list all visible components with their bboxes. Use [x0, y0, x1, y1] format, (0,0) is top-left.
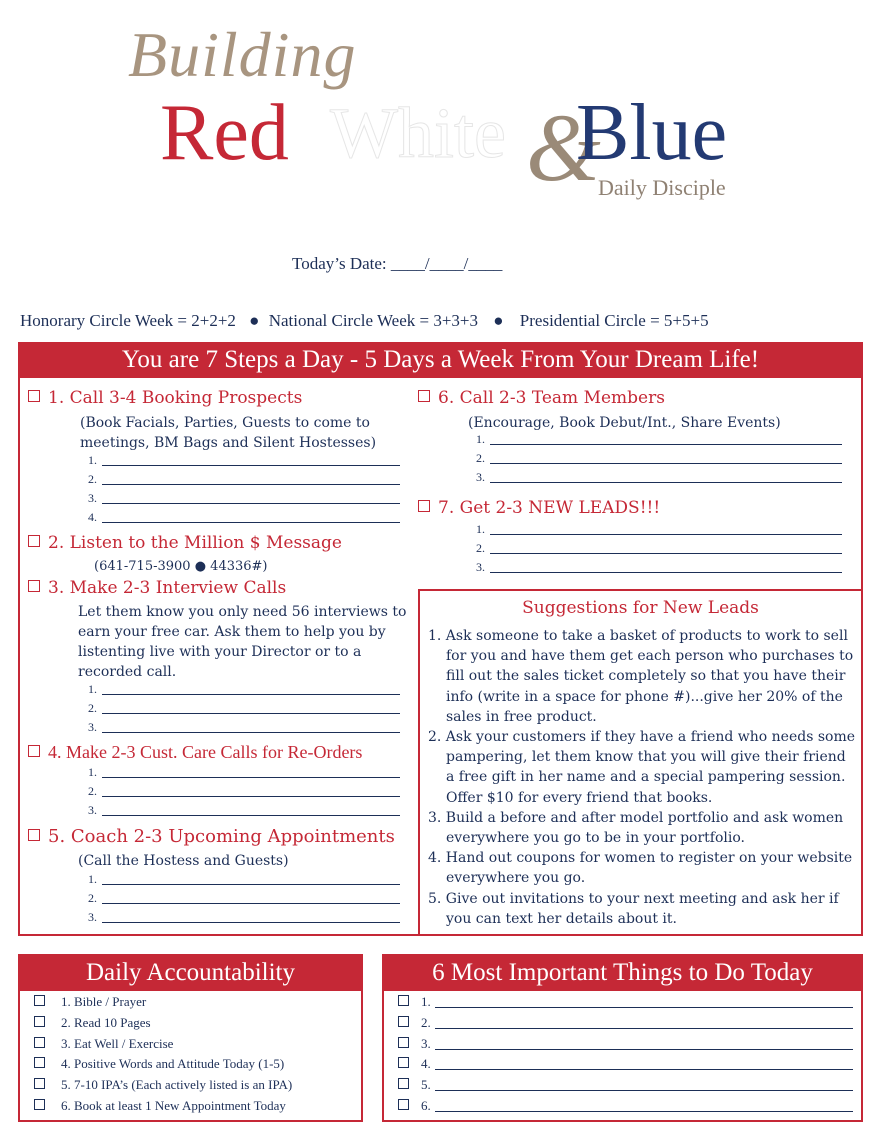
suggestion-item: 1. Ask someone to take a basket of products to work to sell for you and have them get each person who purchases to fill out the sales ticket completely so that you have their info (write in a space for phone #)...give her 20% of the sales in free product.	[428, 628, 854, 725]
logo-building-text: Building	[128, 19, 357, 90]
todo-item[interactable]: 6.	[398, 1098, 853, 1119]
step-5-line-2[interactable]: 2.	[88, 891, 400, 910]
checkbox-icon[interactable]	[34, 995, 45, 1006]
todo-title: 6 Most Important Things to Do Today	[382, 954, 863, 991]
checkbox-icon[interactable]	[28, 535, 40, 547]
step-4-title[interactable]: 4. Make 2-3 Cust. Care Calls for Re-Orders	[28, 742, 362, 763]
step-5-lines	[88, 872, 400, 929]
checkbox-icon[interactable]	[398, 1057, 409, 1068]
step-4-line-3[interactable]: 3.	[88, 803, 400, 822]
todo-item[interactable]: 5.	[398, 1077, 853, 1098]
bullet-icon: ●	[249, 311, 260, 330]
checkbox-icon[interactable]	[28, 745, 40, 757]
checkbox-icon[interactable]	[34, 1037, 45, 1048]
step-4-line-2[interactable]: 2.	[88, 784, 400, 803]
step-2-title[interactable]: 2. Listen to the Million $ Message	[28, 533, 342, 553]
accountability-item[interactable]: 4. Positive Words and Attitude Today (1-5)	[34, 1056, 292, 1077]
step-6-lines	[476, 432, 842, 489]
step-5-line-1[interactable]: 1.	[88, 872, 400, 891]
logo-white-text: White	[330, 93, 506, 173]
todays-date-field[interactable]: Today’s Date: ____/____/____	[292, 254, 503, 273]
step-3-line-3[interactable]: 3.	[88, 720, 400, 739]
logo-blue-text: Blue	[576, 89, 728, 177]
step-4-line-1[interactable]: 1.	[88, 765, 400, 784]
checkbox-icon[interactable]	[418, 500, 430, 512]
checkbox-icon[interactable]	[34, 1016, 45, 1027]
accountability-item[interactable]: 1. Bible / Prayer	[34, 994, 292, 1015]
todo-list	[398, 994, 853, 1119]
step-1-title[interactable]: 1. Call 3-4 Booking Prospects	[28, 388, 302, 408]
step-6-line-1[interactable]: 1.	[476, 432, 842, 451]
step-1-subtext: (Book Facials, Parties, Guests to come to meetings, BM Bags and Silent Hostesses)	[80, 415, 377, 451]
todo-item[interactable]: 1.	[398, 994, 853, 1015]
accountability-list	[34, 994, 292, 1119]
suggestions-title: Suggestions for New Leads	[522, 598, 759, 618]
step-1-line-1[interactable]: 1.	[88, 453, 400, 472]
bullet-icon: ●	[493, 311, 504, 330]
suggestion-item: 3. Build a before and after model portfolio and ask women everywhere you go to be in your portfolio.	[428, 809, 844, 847]
step-6-subtext: (Encourage, Book Debut/Int., Share Events)	[468, 415, 781, 431]
step-3-title[interactable]: 3. Make 2-3 Interview Calls	[28, 578, 286, 598]
accountability-item[interactable]: 6. Book at least 1 New Appointment Today	[34, 1098, 292, 1119]
step-7-line-3[interactable]: 3.	[476, 560, 842, 579]
checkbox-icon[interactable]	[34, 1057, 45, 1068]
step-6-line-2[interactable]: 2.	[476, 451, 842, 470]
step-3-line-2[interactable]: 2.	[88, 701, 400, 720]
logo-ampersand: &	[526, 94, 601, 201]
step-6-title[interactable]: 6. Call 2-3 Team Members	[418, 388, 665, 408]
accountability-item[interactable]: 3. Eat Well / Exercise	[34, 1036, 292, 1057]
checkbox-icon[interactable]	[398, 1078, 409, 1089]
step-2-phone: (641-715-3900 ● 44336#)	[94, 559, 268, 574]
checkbox-icon[interactable]	[28, 390, 40, 402]
step-1-line-2[interactable]: 2.	[88, 472, 400, 491]
step-1-lines	[88, 453, 400, 529]
accountability-title: Daily Accountability	[18, 954, 363, 991]
national-circle: National Circle Week = 3+3+3	[268, 311, 479, 330]
honorary-circle: Honorary Circle Week = 2+2+2	[20, 311, 236, 330]
checkbox-icon[interactable]	[398, 1016, 409, 1027]
checkbox-icon[interactable]	[398, 1037, 409, 1048]
step-5-line-3[interactable]: 3.	[88, 910, 400, 929]
suggestion-item: 4. Hand out coupons for women to register on your website everywhere you go.	[428, 850, 853, 887]
suggestions-list	[428, 626, 856, 929]
step-1-line-4[interactable]: 4.	[88, 510, 400, 529]
step-6-line-3[interactable]: 3.	[476, 470, 842, 489]
checkbox-icon[interactable]	[28, 580, 40, 592]
checkbox-icon[interactable]	[398, 995, 409, 1006]
step-3-subtext: Let them know you only need 56 interviews to earn your free car. Ask them to help you by listenting live with your Director or to a recorded call.	[78, 604, 407, 680]
todo-item[interactable]: 2.	[398, 1015, 853, 1036]
logo-red-text: Red	[160, 89, 289, 177]
accountability-item[interactable]: 5. 7-10 IPA’s (Each actively listed is an IPA)	[34, 1077, 292, 1098]
step-3-line-1[interactable]: 1.	[88, 682, 400, 701]
checkbox-icon[interactable]	[418, 390, 430, 402]
accountability-item[interactable]: 2. Read 10 Pages	[34, 1015, 292, 1036]
step-1-line-3[interactable]: 3.	[88, 491, 400, 510]
suggestion-item: 2. Ask your customers if they have a friend who needs some pampering, let them know that you will give their friend a free gift in her name and a special pampering session. Offer $10 for every friend that books.	[428, 729, 856, 806]
checkbox-icon[interactable]	[28, 829, 40, 841]
suggestion-item: 5. Give out invitations to your next meeting and ask her if you can text her details about it.	[428, 890, 839, 927]
step-7-line-2[interactable]: 2.	[476, 541, 842, 560]
step-5-title[interactable]: 5. Coach 2-3 Upcoming Appointments	[28, 826, 395, 847]
presidential-circle: Presidential Circle = 5+5+5	[519, 311, 709, 330]
circle-weeks-line	[20, 311, 709, 331]
checkbox-icon[interactable]	[34, 1099, 45, 1110]
todo-item[interactable]: 3.	[398, 1036, 853, 1057]
todo-item[interactable]: 4.	[398, 1056, 853, 1077]
step-7-line-1[interactable]: 1.	[476, 522, 842, 541]
step-4-lines	[88, 765, 400, 822]
checkbox-icon[interactable]	[34, 1078, 45, 1089]
seven-steps-header: You are 7 Steps a Day - 5 Days a Week From Your Dream Life!	[18, 342, 863, 378]
step-7-title[interactable]: 7. Get 2-3 NEW LEADS!!!	[418, 498, 660, 518]
step-5-subtext: (Call the Hostess and Guests)	[78, 853, 289, 869]
logo-tagline: Daily Disciple	[598, 175, 726, 200]
step-3-lines	[88, 682, 400, 739]
checkbox-icon[interactable]	[398, 1099, 409, 1110]
step-7-lines	[476, 522, 842, 579]
